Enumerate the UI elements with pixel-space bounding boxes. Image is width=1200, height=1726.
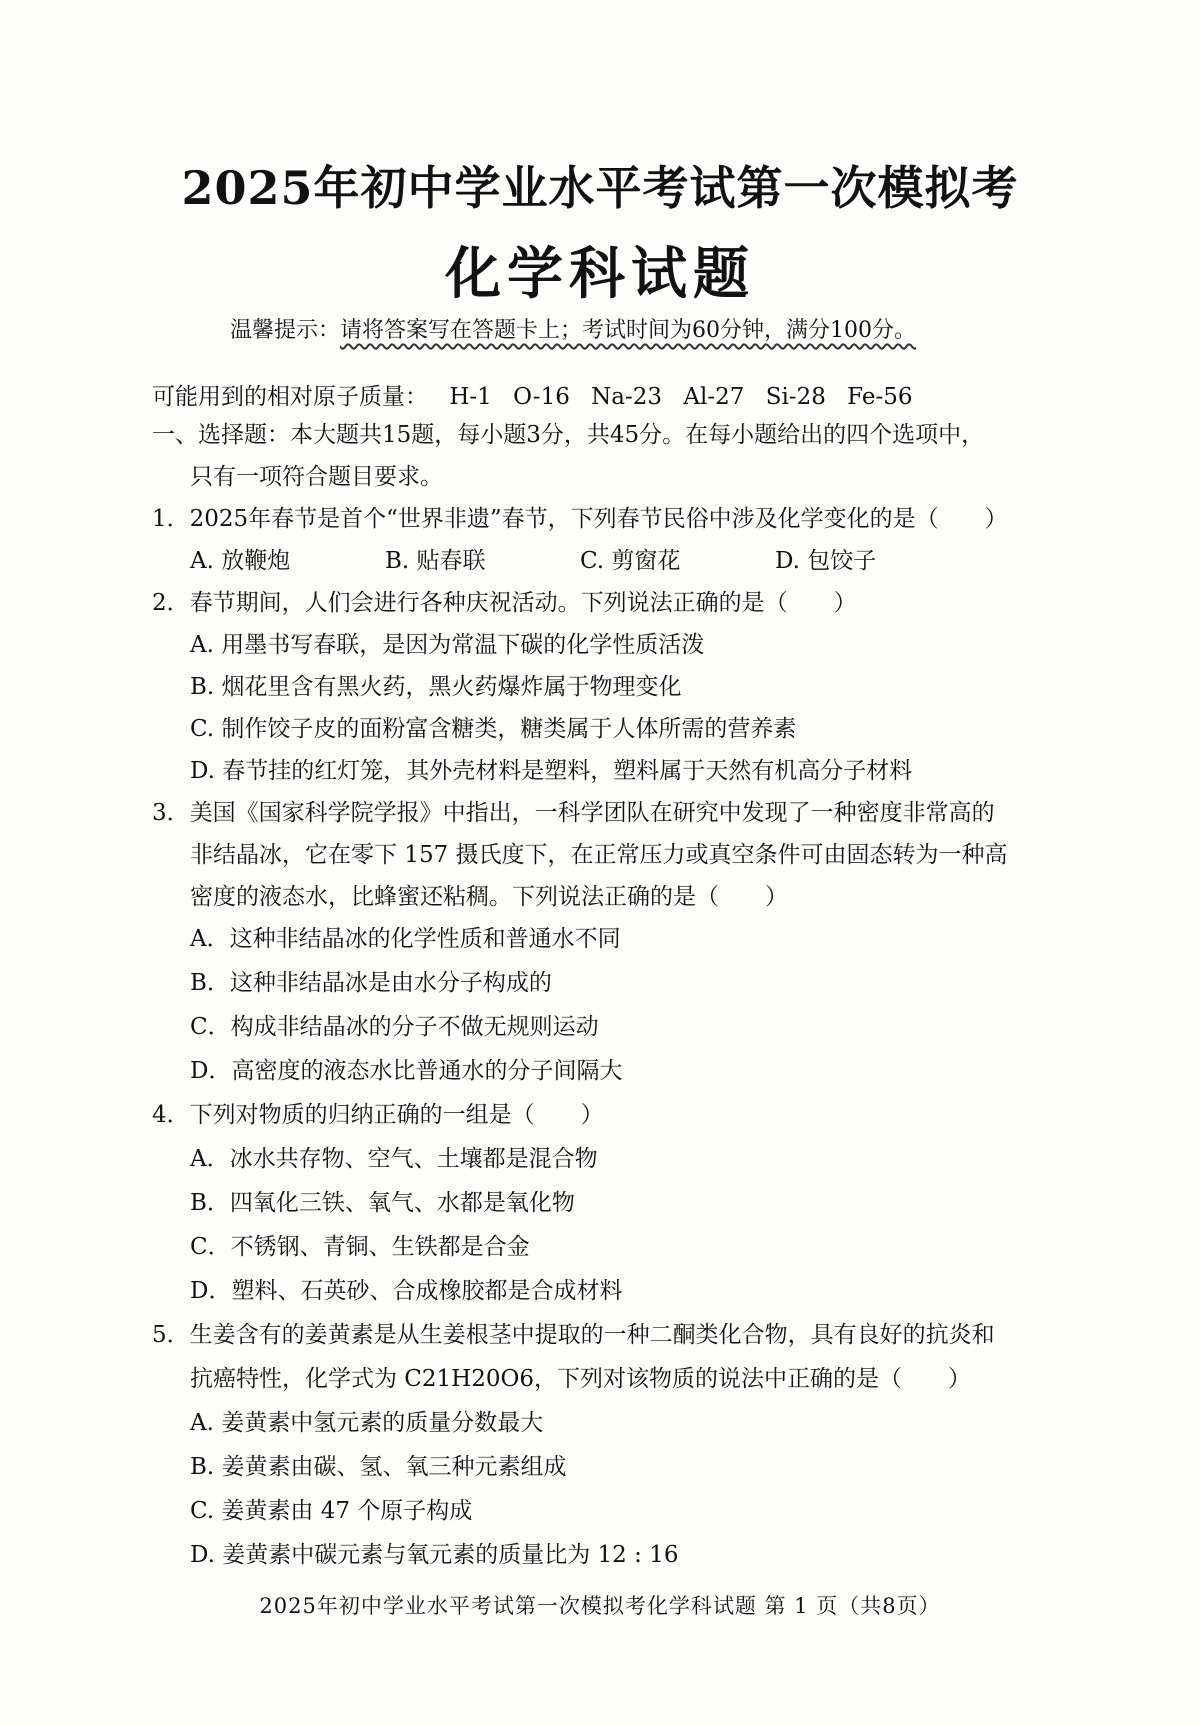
- option-b: B. 姜黄素由碳、氢、氧三种元素组成: [190, 1454, 567, 1480]
- option-d: D. 春节挂的红灯笼，其外壳材料是塑料，塑料属于天然有机高分子材料: [190, 758, 913, 784]
- mass-item: H-1: [449, 384, 492, 410]
- exam-title: 2025年初中学业水平考试第一次模拟考: [181, 161, 1019, 215]
- option-a: A. 姜黄素中氢元素的质量分数最大: [190, 1410, 544, 1436]
- tip-label: 温馨提示：: [230, 318, 341, 343]
- option-b: B．这种非结晶冰是由水分子构成的: [190, 970, 552, 996]
- subject-title: 化学科试题: [445, 241, 755, 307]
- atomic-masses: [152, 378, 913, 411]
- question-2: 2．春节期间，人们会进行各种庆祝活动。下列说法正确的是（ ）: [152, 590, 857, 616]
- section-heading-cont: 只有一项符合题目要求。: [190, 464, 443, 490]
- section-heading: 一、选择题：本大题共15题，每小题3分，共45分。在每小题给出的四个选项中，: [152, 422, 985, 448]
- option-d: D. 包饺子: [775, 548, 877, 574]
- option-d: D. 姜黄素中碳元素与氧元素的质量比为 12 : 16: [190, 1542, 679, 1568]
- atomic-masses-label: 可能用到的相对原子质量：: [152, 384, 428, 410]
- mass-item: O-16: [513, 384, 570, 410]
- option-b: B．四氧化三铁、氧气、水都是氧化物: [190, 1190, 575, 1216]
- option-a: A. 用墨书写春联，是因为常温下碳的化学性质活泼: [190, 632, 705, 658]
- option-b: B. 烟花里含有黑火药，黑火药爆炸属于物理变化: [190, 674, 682, 700]
- option-a: A. 放鞭炮: [190, 548, 291, 574]
- option-c: C. 姜黄素由 47 个原子构成: [190, 1498, 473, 1524]
- option-d: D．高密度的液态水比普通水的分子间隔大: [190, 1058, 623, 1084]
- mass-item: Si-28: [765, 384, 826, 410]
- option-a: A．冰水共存物、空气、土壤都是混合物: [190, 1146, 598, 1172]
- tip-text: 请将答案写在答题卡上；考试时间为60分钟，满分100分。: [340, 318, 917, 343]
- option-c: C. 制作饺子皮的面粉富含糖类，糖类属于人体所需的营养素: [190, 716, 797, 742]
- question-5: 5．生姜含有的姜黄素是从生姜根茎中提取的一种二酮类化合物，具有良好的抗炎和: [152, 1322, 995, 1348]
- mass-item: Al-27: [683, 384, 745, 410]
- mass-item: Fe-56: [847, 384, 913, 410]
- mass-item: Na-23: [591, 384, 663, 410]
- question-1: 1．2025年春节是首个“世界非遗”春节，下列春节民俗中涉及化学变化的是（ ）: [152, 506, 1008, 532]
- question-3-cont: 非结晶冰，它在零下 157 摄氏度下，在正常压力或真空条件可由固态转为一种高: [190, 842, 1008, 868]
- option-d: D．塑料、石英砂、合成橡胶都是合成材料: [190, 1278, 623, 1304]
- option-c: C. 剪窗花: [580, 548, 681, 574]
- page-footer: 2025年初中学业水平考试第一次模拟考化学科试题 第 1 页（共8页）: [259, 1594, 941, 1618]
- question-5-cont: 抗癌特性，化学式为 C21H20O6，下列对该物质的说法中正确的是（ ）: [190, 1366, 971, 1392]
- warm-tip: [230, 313, 916, 344]
- question-4: 4．下列对物质的归纳正确的一组是（ ）: [152, 1102, 604, 1128]
- option-b: B. 贴春联: [385, 548, 486, 574]
- question-1-options: [190, 548, 970, 576]
- option-c: C．构成非结晶冰的分子不做无规则运动: [190, 1014, 599, 1040]
- option-c: C．不锈钢、青铜、生铁都是合金: [190, 1234, 530, 1260]
- option-a: A．这种非结晶冰的化学性质和普通水不同: [190, 926, 621, 952]
- question-3: 3．美国《国家科学院学报》中指出，一科学团队在研究中发现了一种密度非常高的: [152, 800, 995, 826]
- question-3-cont: 密度的液态水，比蜂蜜还粘稠。下列说法正确的是（ ）: [190, 884, 788, 910]
